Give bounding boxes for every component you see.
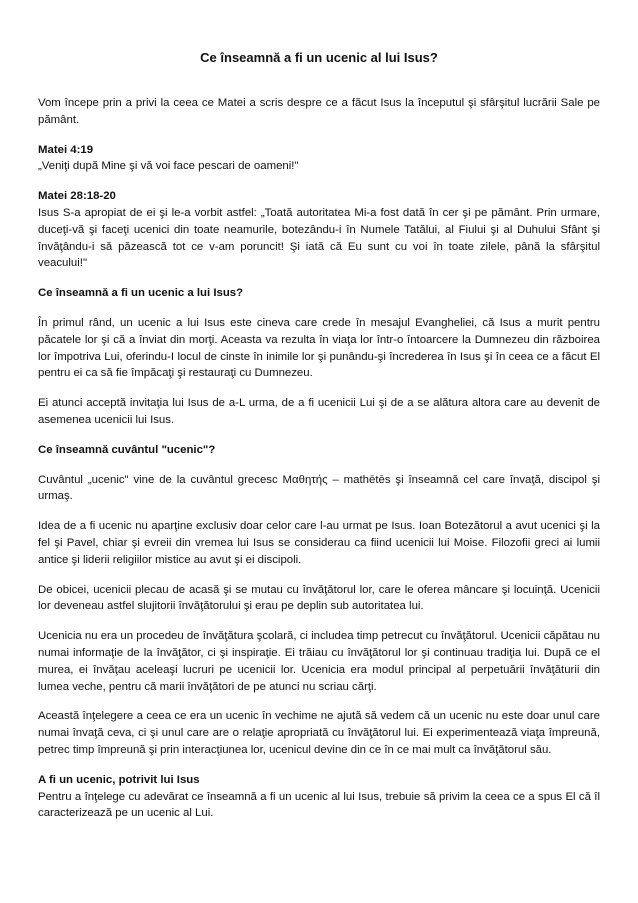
section-paragraph: Ei atunci acceptă invitaţia lui Isus de a-L urma, de a fi ucenicii Lui şi de a se alătura altora care au devenit de asemenea ucenicii lui Isus. <box>38 397 600 426</box>
scripture-reference-matei-28-18-20 <box>38 188 600 272</box>
section-paragraph: De obicei, ucenicii plecau de acasă şi se mutau cu învăţătorul lor, care le oferea mâncare şi locuinţă. Ucenicii lor deveneau astfel slujitorii învăţătorului şi erau pe deplin sub autoritatea lui. <box>38 583 600 613</box>
scripture-reference-matei-4-19 <box>38 142 600 176</box>
section-paragraph: În primul rând, un ucenic a lui Isus este cineva care crede în mesajul Evangheliei, că Isus a murit pentru păcatele lor şi că a înviat din morţi. Aceasta va rezulta în viaţa lor într-o întoarcere la Dumnezeu din războirea lor împotriva Lui, oferindu-I locul de cinste în inimile lor şi punându-şi încrederea în Isus şi în ceea ce a făcut El pentru ei ca să fie împăcaţi şi restauraţi cu Dumnezeu. <box>38 316 600 380</box>
section-heading: Ce înseamnă cuvântul "ucenic"? <box>38 443 216 456</box>
section-paragraph: Pentru a înţelege cu adevărat ce înseamnă a fi un ucenic al lui Isus, trebuie să privim la ceea ce a spus El că îl caracterizează pe un ucenic al Lui. <box>38 790 600 820</box>
section-block <box>38 772 600 822</box>
section-heading: A fi un ucenic, potrivit lui Isus <box>38 773 200 786</box>
section-heading: Ce înseamnă a fi un ucenic a lui Isus? <box>38 287 244 300</box>
scripture-heading: Matei 4:19 <box>38 143 94 156</box>
section-paragraph: Ucenicia nu era un procedeu de învăţătura şcolară, ci includea timp petrecut cu învăţătorul. Ucenicii căpătau nu numai informaţie de la învăţător, ci şi inspiraţie. Ei trăiau cu învăţătorul lor şi continuau tradiţia lui. După ce el murea, ei învăţau aceleaşi lucruri pe ucenicii lor. Ucenicia era modul principal al perpetuării învăţăturii din lumea veche, pentru că marii învăţători de pe atunci nu scriau cărţi. <box>38 630 600 693</box>
section-paragraph: Această înţelegere a ceea ce era un ucenic în vechime ne ajută să vedem că un ucenic nu este doar unul care numai învaţă ceva, ci şi unul care are o relaţie apropriată cu învăţătorul lui. Ei experimentează viaţa împreună, petrec timp împreună şi prin interacţiunea lor, ucenicul devine din ce în ce mai mult ca învăţătorul său. <box>38 710 600 756</box>
section-paragraph: Cuvântul „ucenic" vine de la cuvântul grecesc Μαθητής – mathētēs şi înseamnă cel care învaţă, discipol şi urmaş. <box>38 473 600 503</box>
section-paragraph: Idea de a fi ucenic nu aparţine exclusiv doar celor care l-au urmat pe Isus. Ioan Botezătorul a avut ucenici şi la fel şi Pavel, chiar şi evreii din vremea lui Isus se considerau ca fiind ucenicii lui Moise. Filozofii greci ai lumii antice şi liderii religiilor mistice au avut şi ei discipoli. <box>38 520 600 566</box>
document-title: Ce înseamnă a fi un ucenic al lui Isus? <box>200 50 438 65</box>
scripture-quote: „Veniţi după Mine şi vă voi face pescari de oameni!" <box>38 160 299 173</box>
scripture-quote: Isus S-a apropiat de ei şi le-a vorbit astfel: „Toată autoritatea Mi-a fost dată în cer şi pe pământ. Prin urmare, duceţi-vă şi faceţi ucenici din toate neamurile, botezându-i în Numele Tatălui, al Fiului şi al Duhului Sfânt şi învăţându-i să păzească tot ce v-am poruncit! Şi iată că Eu sunt cu voi în toate zilele, până la sfârşitul veacului!" <box>38 206 600 270</box>
scripture-heading: Matei 28:18-20 <box>38 190 116 203</box>
intro-paragraph: Vom începe prin a privi la ceea ce Matei a scris despre ce a făcut Isus la începutul şi sfârşitul lucrării Sale pe pământ. <box>38 97 600 126</box>
